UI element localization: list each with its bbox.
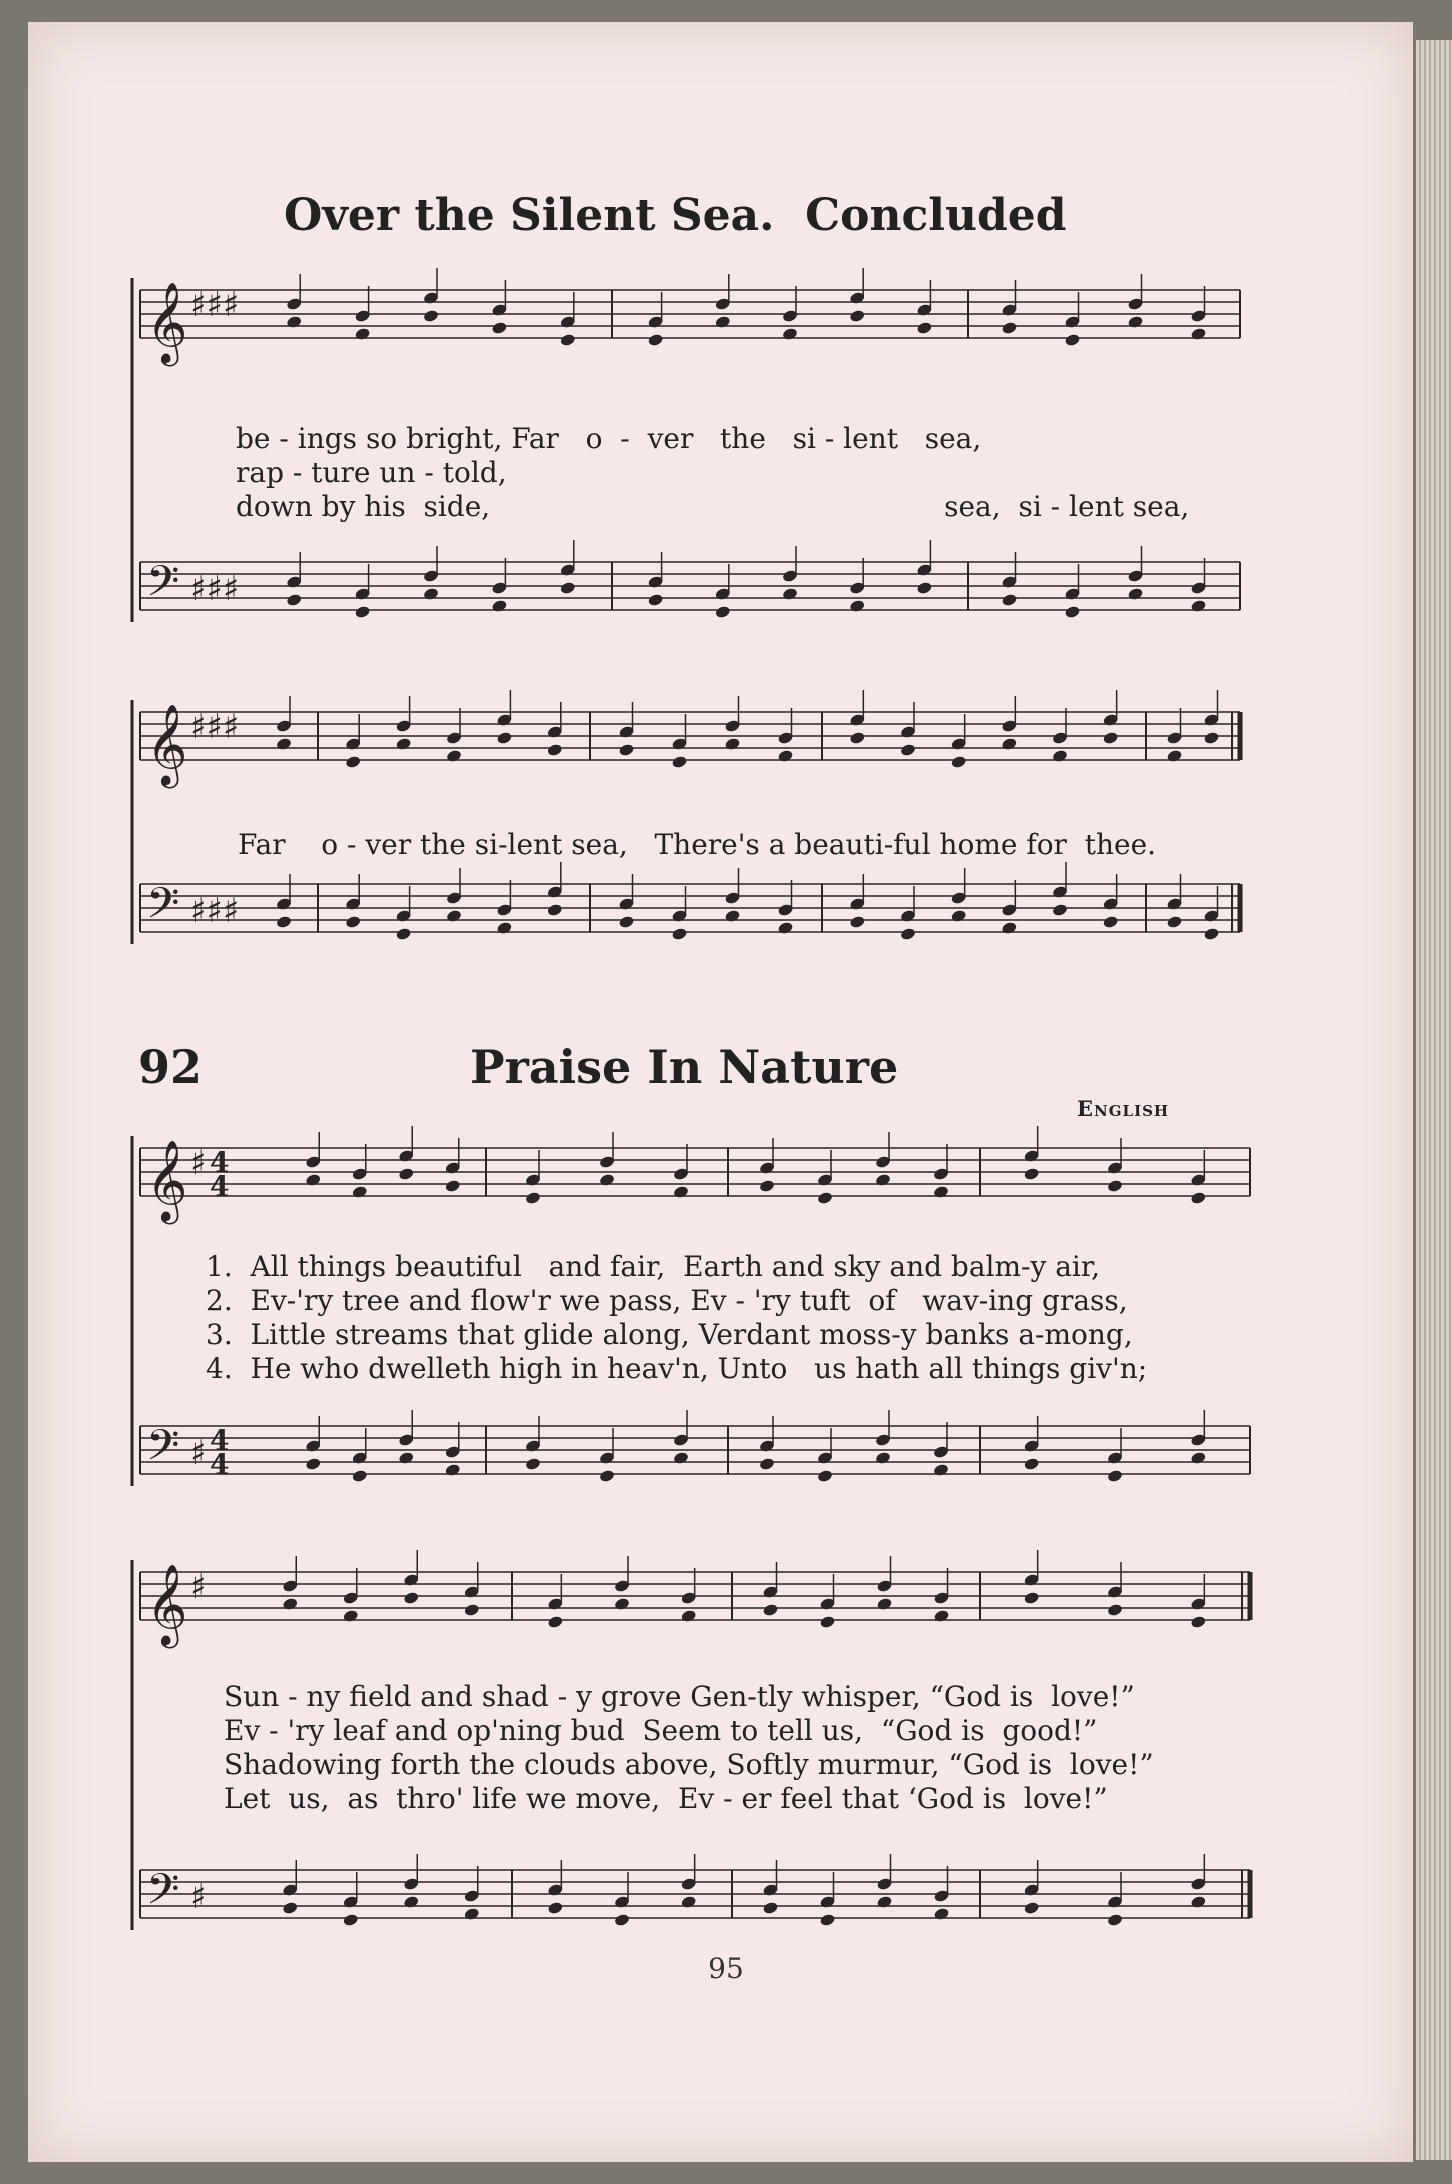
bass-note [547, 903, 564, 917]
bass-note [282, 1901, 299, 1915]
treble-note [282, 1597, 299, 1611]
bass-note [444, 1463, 461, 1477]
treble-note [342, 1609, 359, 1623]
bass-note [782, 587, 799, 601]
treble-clef-icon: 𝄞 [146, 1139, 188, 1221]
treble-note [673, 1185, 690, 1199]
verse-1-line-2: Sun - ny field and shad - y grove Gen-tly whisper, “God is love!” [224, 1680, 1135, 1713]
bass-note [1203, 927, 1220, 941]
bass-note [491, 599, 508, 613]
treble-note [446, 749, 463, 763]
treble-note [463, 1603, 480, 1617]
bass-note [1102, 915, 1119, 929]
treble-note [782, 327, 799, 341]
title-main: Over the Silent Sea. [284, 190, 775, 241]
bass-note [403, 1895, 420, 1909]
bass-note [1064, 605, 1081, 619]
bass-note [354, 605, 371, 619]
bass-note [547, 1901, 564, 1915]
bass-note [900, 927, 917, 941]
hymn-number: 92 [138, 1040, 203, 1094]
treble-note [950, 755, 967, 769]
bass-note [599, 1469, 616, 1483]
bass-note [916, 581, 933, 595]
treble-note [777, 749, 794, 763]
treble-note [1190, 327, 1207, 341]
key-signature: ♯♯♯ [190, 707, 240, 747]
bass-note [1107, 1469, 1124, 1483]
bass-note [351, 1469, 368, 1483]
treble-note [423, 309, 440, 323]
bass-note [680, 1895, 697, 1909]
bass-note [305, 1457, 322, 1471]
bass-note [1001, 921, 1018, 935]
bass-note [849, 599, 866, 613]
treble-note [819, 1615, 836, 1629]
treble-note [900, 743, 917, 757]
bass-clef-icon: 𝄢 [146, 1421, 180, 1481]
bass-note [1190, 1895, 1207, 1909]
page-number: 95 [708, 1952, 744, 1985]
bass-note [1001, 593, 1018, 607]
bass-note [673, 1451, 690, 1465]
treble-note [1064, 333, 1081, 347]
bass-note [876, 1895, 893, 1909]
treble-note [762, 1603, 779, 1617]
treble-note [1023, 1591, 1040, 1605]
treble-note [1127, 315, 1144, 329]
key-signature: ♯♯♯ [190, 891, 240, 931]
bass-note [496, 921, 513, 935]
bass-note [1127, 587, 1144, 601]
key-signature: ♯ [190, 1877, 207, 1917]
bass-note [345, 915, 362, 929]
treble-note [647, 333, 664, 347]
treble-note [398, 1167, 415, 1181]
bass-note [525, 1457, 542, 1471]
verse-4-line-2: Let us, as thro' life we move, Ev - er feel that ‘God is love!” [224, 1782, 1108, 1815]
bass-clef-icon: 𝄢 [146, 557, 180, 617]
treble-note [916, 321, 933, 335]
bass-note [1190, 599, 1207, 613]
bass-note [614, 1913, 631, 1927]
treble-note [547, 743, 564, 757]
bass-note [933, 1463, 950, 1477]
key-signature: ♯ [190, 1567, 207, 1607]
treble-note [933, 1185, 950, 1199]
bass-note [819, 1913, 836, 1927]
title-suffix: Concluded [805, 190, 1067, 241]
bass-note [1190, 1451, 1207, 1465]
treble-note [1190, 1191, 1207, 1205]
bass-note [276, 915, 293, 929]
bass-note [849, 915, 866, 929]
treble-note [1023, 1167, 1040, 1181]
bass-clef-icon: 𝄢 [146, 879, 180, 939]
treble-note [618, 743, 635, 757]
treble-note [671, 755, 688, 769]
treble-note [560, 333, 577, 347]
treble-note [817, 1191, 834, 1205]
treble-note [1052, 749, 1069, 763]
treble-note [525, 1191, 542, 1205]
treble-note [1107, 1179, 1124, 1193]
bass-note [1023, 1457, 1040, 1471]
bass-note [560, 581, 577, 595]
treble-note [1190, 1615, 1207, 1629]
treble-note [849, 309, 866, 323]
treble-note [614, 1597, 631, 1611]
time-signature-bottom: 4 [210, 1448, 230, 1481]
bass-note [446, 909, 463, 923]
treble-note [599, 1173, 616, 1187]
bass-note [671, 927, 688, 941]
bass-note [1023, 1901, 1040, 1915]
bass-note [286, 593, 303, 607]
treble-note [491, 321, 508, 335]
treble-note [680, 1609, 697, 1623]
bass-note [647, 593, 664, 607]
bass-note [875, 1451, 892, 1465]
lyric-verse-2: rap - ture un - told, [236, 456, 507, 489]
bass-note [715, 605, 732, 619]
bass-note [933, 1907, 950, 1921]
verse-3-line-2: Shadowing forth the clouds above, Softly murmur, “God is love!” [224, 1748, 1154, 1781]
key-signature: ♯ [190, 1143, 207, 1183]
treble-note [715, 315, 732, 329]
bass-note [724, 909, 741, 923]
verse-4-line-1: 4. He who dwelleth high in heav'n, Unto us hath all things giv'n; [206, 1352, 1148, 1385]
verse-3-line-1: 3. Little streams that glide along, Verdant moss-y banks a-mong, [206, 1318, 1133, 1351]
bass-note [395, 927, 412, 941]
treble-clef-icon: 𝄞 [146, 281, 188, 363]
time-signature-top: 4 [210, 1424, 230, 1457]
lyric-verse-1: be - ings so bright, Far o - ver the si - lent sea, [236, 422, 982, 455]
treble-note [724, 737, 741, 751]
bass-note [618, 915, 635, 929]
treble-note [1166, 749, 1183, 763]
treble-note [759, 1179, 776, 1193]
lyric-line-2: Far o - ver the si-lent sea, There's a beauti-ful home for thee. [238, 828, 1157, 861]
bass-clef-icon: 𝄢 [146, 1865, 180, 1925]
treble-note [395, 737, 412, 751]
hymn-title-2: Praise In Nature [470, 1040, 899, 1094]
treble-note [1203, 731, 1220, 745]
treble-note [933, 1609, 950, 1623]
treble-note [276, 737, 293, 751]
bass-note [342, 1913, 359, 1927]
treble-note [403, 1591, 420, 1605]
bass-note [398, 1451, 415, 1465]
bass-note [463, 1907, 480, 1921]
key-signature: ♯ [190, 1433, 207, 1473]
treble-clef-icon: 𝄞 [146, 1563, 188, 1645]
bass-note [1166, 915, 1183, 929]
bass-note [1052, 903, 1069, 917]
treble-note [345, 755, 362, 769]
treble-note [1107, 1603, 1124, 1617]
bass-note [423, 587, 440, 601]
treble-note [875, 1173, 892, 1187]
bass-note [1107, 1913, 1124, 1927]
time-signature-top: 4 [210, 1146, 230, 1179]
treble-note [1001, 737, 1018, 751]
bass-note [759, 1457, 776, 1471]
treble-note [351, 1185, 368, 1199]
tune-name: English [1077, 1096, 1170, 1121]
treble-note [444, 1179, 461, 1193]
treble-note [354, 327, 371, 341]
treble-note [849, 731, 866, 745]
bass-note [762, 1901, 779, 1915]
key-signature: ♯♯♯ [190, 285, 240, 325]
bass-note [777, 921, 794, 935]
treble-note [547, 1615, 564, 1629]
verse-2-line-2: Ev - 'ry leaf and op'ning bud Seem to tell us, “God is good!” [224, 1714, 1098, 1747]
time-signature-bottom: 4 [210, 1170, 230, 1203]
verse-2-line-1: 2. Ev-'ry tree and flow'r we pass, Ev - 'ry tuft of wav-ing grass, [206, 1284, 1128, 1317]
treble-note [496, 731, 513, 745]
bass-note [950, 909, 967, 923]
treble-note [286, 315, 303, 329]
key-signature: ♯♯♯ [190, 569, 240, 609]
bass-note [817, 1469, 834, 1483]
verse-1-line-1: 1. All things beautiful and fair, Earth and sky and balm-y air, [206, 1250, 1101, 1283]
treble-clef-icon: 𝄞 [146, 703, 188, 785]
treble-note [1001, 321, 1018, 335]
treble-note [305, 1173, 322, 1187]
lyric-verse-3: down by his side, sea, si - lent sea, [236, 490, 1190, 523]
treble-note [1102, 731, 1119, 745]
treble-note [876, 1597, 893, 1611]
